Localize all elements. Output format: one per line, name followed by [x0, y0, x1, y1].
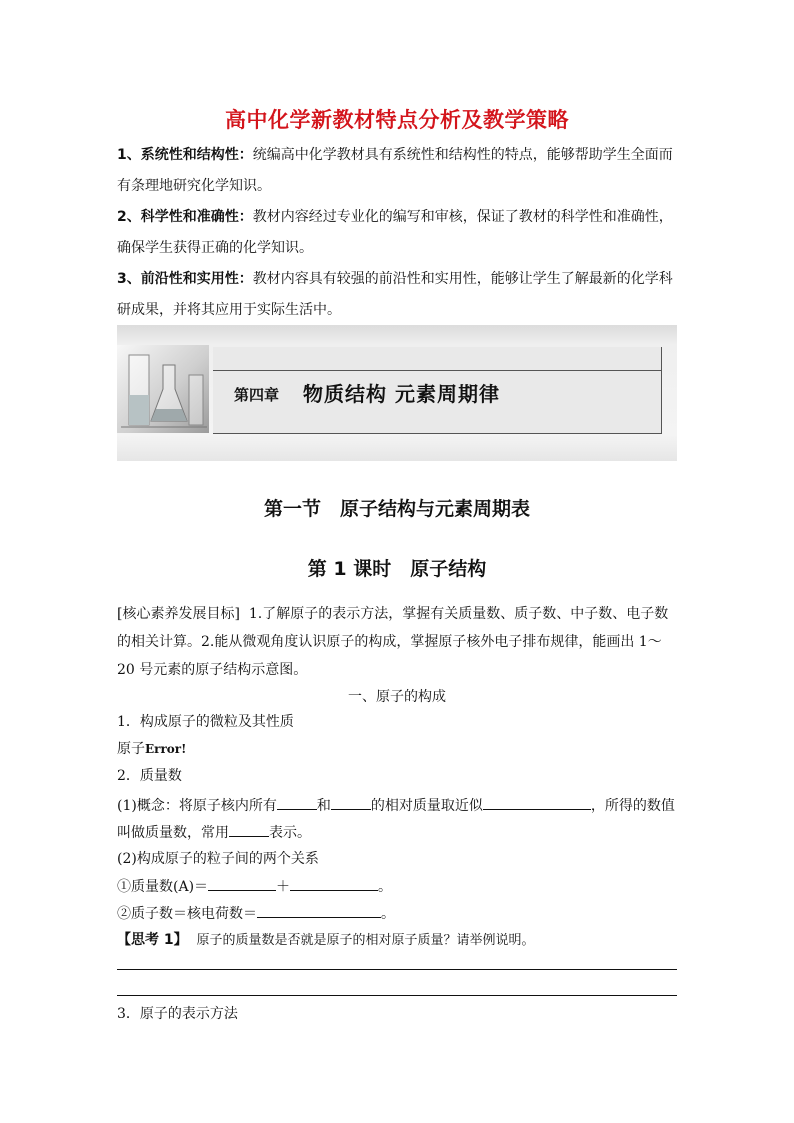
relation-1-suffix: 。 [378, 879, 393, 895]
concept-line-1 [117, 795, 675, 816]
chapter-title: 物质结构 元素周期律 [303, 382, 500, 406]
concept-text-5: 叫做质量数，常用 [117, 825, 229, 841]
relation-1-prefix: ①质量数(A)＝ [117, 879, 209, 895]
document-title: 高中化学新教材特点分析及教学策略 [225, 108, 569, 132]
relation-2-prefix: ②质子数＝核电荷数＝ [117, 906, 257, 922]
item-1-line [117, 739, 186, 759]
banner-divider [213, 370, 661, 371]
blank-field[interactable] [229, 822, 269, 837]
part-heading: 一、原子的构成 [348, 689, 446, 705]
item-3: 3．原子的表示方法 [117, 1006, 238, 1022]
relation-1-plus: ＋ [276, 879, 291, 895]
error-text: Error! [145, 742, 187, 756]
blank-field[interactable] [331, 795, 371, 810]
lab-glassware-image [117, 345, 209, 433]
feature-1 [117, 140, 679, 202]
atom-label: 原子 [117, 741, 145, 757]
concept-text-6: 表示。 [269, 825, 311, 841]
think-question [117, 930, 535, 951]
item-2: 2．质量数 [117, 768, 182, 784]
feature-3 [117, 264, 679, 326]
relation-2 [117, 903, 395, 924]
chapter-banner [117, 325, 677, 461]
core-goal-label: [核心素养发展目标] [117, 606, 240, 622]
core-goal [117, 600, 679, 684]
think-label: 【思考 1】 [117, 932, 188, 948]
feature-1-text: 统编高中化学教材具有系统性和结构性的特点，能够帮助学生全面而有条理地研究化学知识。 [117, 147, 673, 194]
item-1: 1．构成原子的微粒及其性质 [117, 714, 294, 730]
feature-2 [117, 202, 679, 264]
feature-3-label: 3、前沿性和实用性： [117, 271, 253, 287]
concept-text-1: (1)概念：将原子核内所有 [117, 798, 277, 814]
think-text: 原子的质量数是否就是原子的相对原子质量？请举例说明。 [196, 933, 535, 948]
feature-1-label: 1、系统性和结构性： [117, 147, 253, 163]
relations-heading: (2)构成原子的粒子间的两个关系 [117, 851, 319, 867]
answer-line[interactable] [117, 969, 677, 970]
concept-line-2 [117, 822, 311, 843]
concept-text-4: ，所得的数值 [590, 798, 675, 814]
blank-field[interactable] [277, 795, 317, 810]
section-title: 第一节 原子结构与元素周期表 [263, 498, 530, 520]
blank-field[interactable] [208, 876, 276, 891]
blank-field[interactable] [483, 795, 591, 810]
feature-3-text: 教材内容具有较强的前沿性和实用性，能够让学生了解最新的化学科研成果，并将其应用于实际生活中。 [117, 271, 673, 318]
feature-2-label: 2、科学性和准确性： [117, 209, 253, 225]
relation-1 [117, 876, 392, 897]
answer-line[interactable] [117, 995, 677, 996]
blank-field[interactable] [290, 876, 378, 891]
chapter-number: 第四章 [234, 386, 280, 404]
concept-text-2: 和 [316, 798, 331, 814]
relation-2-suffix: 。 [381, 906, 395, 922]
lesson-title: 第 1 课时 原子结构 [307, 558, 487, 580]
concept-text-3: 的相对质量取近似 [370, 798, 483, 814]
core-goal-text: 1.了解原子的表示方法，掌握有关质量数、质子数、中子数、电子数的相关计算。2.能从微观角度认识原子的构成，掌握原子核外电子排布规律，能画出 1～20 号元素的原子结构示意图。 [117, 606, 669, 678]
blank-field[interactable] [257, 903, 381, 918]
feature-2-text: 教材内容经过专业化的编写和审核，保证了教材的科学性和准确性，确保学生获得正确的化学知识。 [117, 209, 673, 256]
